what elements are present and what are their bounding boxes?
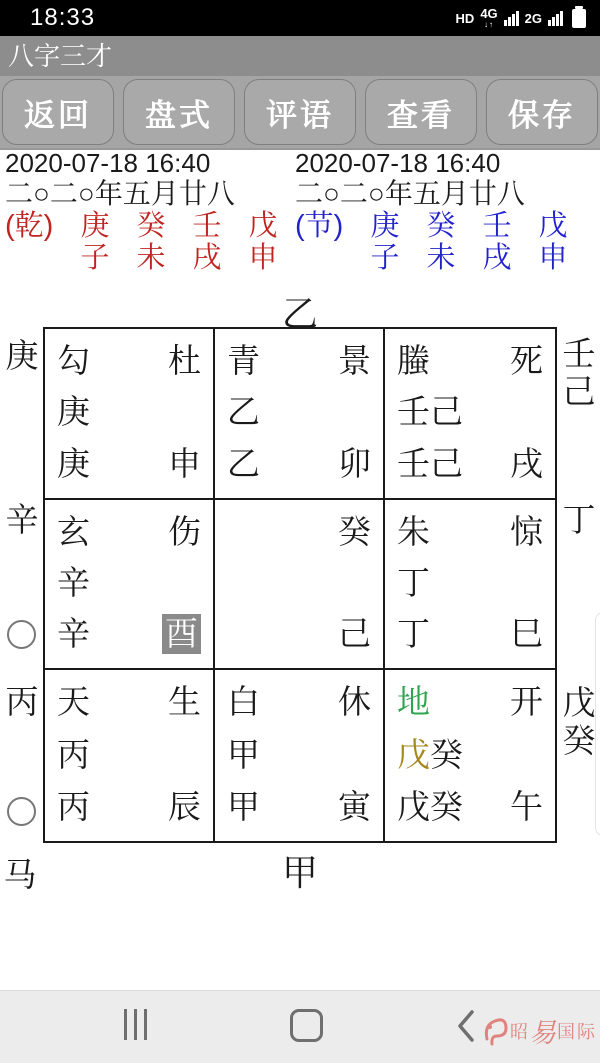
branches-row: 子 未 戌 申	[80, 242, 278, 274]
grid-cell-9[interactable]: 地 开 戊癸 戊癸 午	[397, 683, 543, 825]
view-button[interactable]: 查看	[365, 79, 477, 145]
comments-button[interactable]: 评语	[244, 79, 356, 145]
save-button[interactable]: 保存	[486, 79, 598, 145]
android-nav-bar	[0, 990, 600, 1063]
solar-date: 2020-07-18 16:40	[295, 148, 501, 178]
watermark-logo-icon	[480, 1015, 510, 1047]
left-rail-stem-bottom: 丙	[5, 683, 39, 720]
home-icon[interactable]	[290, 1009, 323, 1042]
left-rail-stem-middle: 辛	[5, 501, 39, 538]
watermark: 昭 易 国际	[480, 1011, 597, 1050]
right-rail-stem-5: 癸	[562, 722, 596, 759]
recents-icon[interactable]	[124, 1009, 147, 1040]
grid-cell-5[interactable]: 癸 己	[215, 500, 385, 671]
right-rail-stem-2: 己	[562, 373, 596, 410]
grid-cell-6[interactable]: 朱 惊 丁 丁 巳	[385, 500, 555, 671]
term-tag: (节)	[295, 210, 344, 242]
lunar-date: 二○二○年五月廿八	[295, 178, 525, 209]
stems-row: (乾) 庚 癸 壬 戊	[5, 210, 278, 242]
branches-row: 子 未 戌 申	[370, 242, 568, 274]
signal-bars-icon	[504, 10, 519, 26]
grid-cell-7[interactable]: 天 生 丙 丙 辰	[45, 670, 215, 841]
date-header-left	[5, 148, 295, 274]
lunar-date: 二○二○年五月廿八	[5, 178, 235, 209]
solar-date: 2020-07-18 16:40	[5, 148, 211, 178]
app-title-bar	[0, 36, 600, 76]
gender-tag: (乾)	[5, 210, 54, 242]
grid-cell-3[interactable]: 螣 死 壬己 壬己 戌	[385, 329, 555, 500]
board-top-stem: 乙	[281, 293, 318, 334]
edge-panel-handle[interactable]	[595, 612, 600, 836]
battery-icon	[572, 9, 586, 28]
hd-indicator: HD	[455, 10, 475, 26]
grid-cell-8[interactable]: 白 休 甲 甲 寅	[215, 670, 385, 841]
left-rail-stem-top: 庚	[5, 337, 39, 374]
status-bar	[0, 0, 600, 36]
page-title: 八字三才	[8, 41, 113, 71]
board-bottom-stem: 甲	[281, 852, 318, 893]
updown-arrows-icon: ↓↑	[483, 20, 494, 29]
grid-cell-4[interactable]: 玄 伤 辛 辛 酉	[45, 500, 215, 671]
empty-circle-marker-1	[7, 620, 36, 649]
clock: 18:33	[30, 4, 96, 31]
date-header-right	[295, 148, 585, 274]
grid-cell-2[interactable]: 青 景 乙 乙 卯	[215, 329, 385, 500]
right-rail-stem-4: 戊	[562, 684, 596, 721]
grid-cell-1[interactable]: 勾 杜 庚 庚 申	[45, 329, 215, 500]
highlighted-branch: 酉	[162, 614, 201, 654]
horse-star-label: 马	[3, 856, 37, 893]
signal-bars-icon-2	[548, 10, 563, 26]
empty-circle-marker-2	[7, 797, 36, 826]
back-button[interactable]: 返回	[2, 79, 114, 145]
right-rail-stem-1: 壬	[562, 335, 596, 372]
right-rail-stem-3: 丁	[562, 501, 596, 538]
stems-row: (节) 庚 癸 壬 戊	[295, 210, 568, 242]
chart-style-button[interactable]: 盘式	[123, 79, 235, 145]
sancai-grid	[43, 327, 557, 843]
network-4g-indicator: 4G ↓↑	[480, 6, 498, 29]
back-icon[interactable]	[456, 1009, 476, 1048]
network-2g-indicator: 2G	[524, 10, 542, 26]
toolbar	[0, 76, 600, 150]
